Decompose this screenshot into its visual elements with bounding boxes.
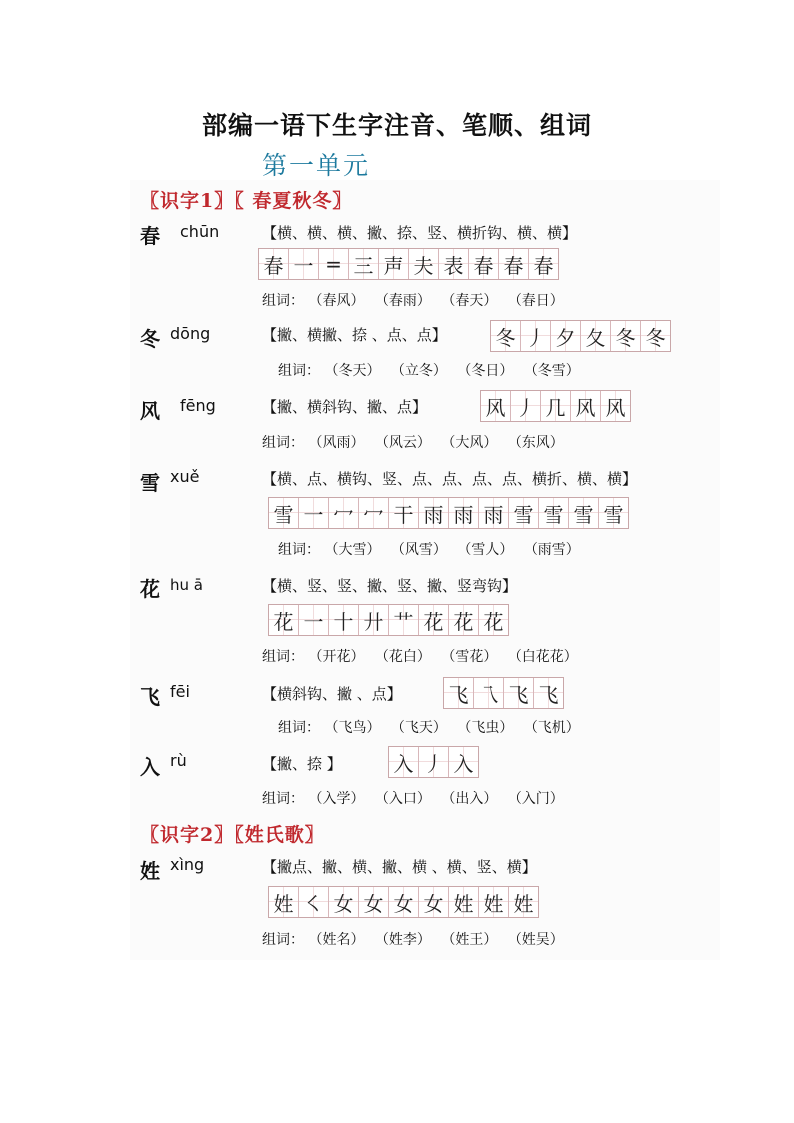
word: （风云）: [374, 435, 431, 451]
stroke-step: 女: [389, 887, 419, 917]
stroke-step: 丿: [521, 321, 551, 351]
stroke-step: 三: [349, 249, 379, 279]
unit-title: 第一单元: [262, 151, 371, 180]
word: （入学）: [308, 791, 365, 807]
stroke-step: 冖: [329, 498, 359, 528]
stroke-step: 女: [419, 887, 449, 917]
word: （东风）: [507, 435, 564, 451]
word: （春天）: [441, 293, 498, 309]
stroke-step: 女: [329, 887, 359, 917]
stroke-names: 【撇、捺 】: [262, 755, 342, 773]
stroke-order-grid: [268, 497, 629, 529]
char: 姓: [140, 859, 160, 883]
words-label: 组词：: [262, 791, 304, 807]
stroke-step: 夕: [551, 321, 581, 351]
word: （飞天）: [390, 720, 447, 736]
stroke-step: 夂: [581, 321, 611, 351]
word: （春风）: [308, 293, 365, 309]
stroke-order-grid: [388, 746, 479, 778]
stroke-names: 【横斜钩、撇 、点】: [262, 685, 402, 703]
word-list: [278, 539, 586, 559]
stroke-step: 夫: [409, 249, 439, 279]
words-label: 组词：: [262, 293, 304, 309]
stroke-step: 雨: [479, 498, 509, 528]
stroke-step: 冬: [491, 321, 521, 351]
word-list: [262, 788, 570, 808]
word: （雪人）: [457, 542, 514, 558]
stroke-step: 飞: [534, 678, 563, 708]
word-list: [262, 432, 570, 452]
stroke-names: 【撇点、撇、横、撇、横 、横、竖、横】: [262, 858, 537, 876]
stroke-step: 花: [449, 605, 479, 635]
char: 雪: [140, 471, 160, 495]
lesson-heading: 〖识字2〗〖姓氏歌〗: [140, 824, 325, 846]
stroke-step: 一: [299, 498, 329, 528]
pinyin: dōng: [170, 324, 211, 343]
word: （花白）: [374, 649, 431, 665]
pinyin: rù: [170, 751, 187, 770]
word-list: [262, 290, 570, 310]
word: （冬日）: [457, 363, 514, 379]
word: （雨雪）: [523, 542, 580, 558]
stroke-step: 风: [481, 391, 511, 421]
char: 入: [140, 755, 160, 779]
char: 冬: [140, 327, 160, 351]
stroke-step: 姓: [509, 887, 538, 917]
word: （风雨）: [308, 435, 365, 451]
page-title: 部编一语下生字注音、笔顺、组词: [201, 111, 592, 140]
stroke-names: 【横、竖、竖、撇、竖、撇、竖弯钩】: [262, 577, 518, 595]
char: 飞: [140, 685, 160, 709]
word-list: [262, 929, 570, 949]
pinyin: fēi: [170, 682, 190, 701]
words-label: 组词：: [278, 720, 320, 736]
char: 春: [140, 224, 160, 248]
stroke-order-grid: [480, 390, 631, 422]
word: （冬雪）: [523, 363, 580, 379]
pinyin: hu ā: [170, 576, 203, 594]
stroke-step: 春: [259, 249, 289, 279]
stroke-step: 廾: [359, 605, 389, 635]
word: （大风）: [441, 435, 498, 451]
stroke-step: 一: [299, 605, 329, 635]
stroke-step: 花: [479, 605, 508, 635]
word: （风雪）: [390, 542, 447, 558]
stroke-order-grid: [443, 677, 564, 709]
stroke-step: 表: [439, 249, 469, 279]
word: （飞机）: [523, 720, 580, 736]
stroke-step: 春: [529, 249, 558, 279]
stroke-step: 姓: [269, 887, 299, 917]
stroke-step: 乁: [474, 678, 504, 708]
words-label: 组词：: [278, 542, 320, 558]
stroke-names: 【横、点、横钩、竖、点、点、点、点、横折、横、横】: [262, 470, 638, 488]
stroke-step: 春: [499, 249, 529, 279]
word: （姓吴）: [507, 932, 564, 948]
stroke-step: 入: [389, 747, 419, 777]
word: （春日）: [507, 293, 564, 309]
char: 花: [140, 577, 160, 601]
stroke-step: 雨: [419, 498, 449, 528]
stroke-step: 丿: [419, 747, 449, 777]
word-list: [278, 717, 586, 737]
stroke-step: 几: [541, 391, 571, 421]
stroke-step: 一: [289, 249, 319, 279]
stroke-step: 姓: [449, 887, 479, 917]
word: （飞虫）: [457, 720, 514, 736]
pinyin: xuě: [170, 467, 200, 486]
stroke-step: 声: [379, 249, 409, 279]
stroke-step: 艹: [389, 605, 419, 635]
stroke-step: 飞: [444, 678, 474, 708]
stroke-names: 【横、横、横、撇、捺、竖、横折钩、横、横】: [262, 224, 578, 242]
word: （白花花）: [507, 649, 578, 665]
word: （大雪）: [324, 542, 381, 558]
word: （开花）: [308, 649, 365, 665]
char: 风: [140, 399, 160, 423]
stroke-step: 花: [419, 605, 449, 635]
pinyin: fēng: [180, 396, 216, 415]
word: （入口）: [374, 791, 431, 807]
stroke-order-grid: [258, 248, 559, 280]
stroke-names: 【撇、横撇、捺 、点、点】: [262, 326, 447, 344]
word: （雪花）: [441, 649, 498, 665]
stroke-step: 花: [269, 605, 299, 635]
stroke-step: 冖: [359, 498, 389, 528]
stroke-step: 雪: [539, 498, 569, 528]
word: （冬天）: [324, 363, 381, 379]
word: （姓王）: [441, 932, 498, 948]
stroke-step: 风: [601, 391, 630, 421]
word: （姓李）: [374, 932, 431, 948]
pinyin: xìng: [170, 855, 205, 874]
pinyin: chūn: [180, 222, 220, 241]
word: （飞鸟）: [324, 720, 381, 736]
stroke-names: 【撇、横斜钩、撇、点】: [262, 398, 428, 416]
words-label: 组词：: [262, 435, 304, 451]
stroke-step: 雪: [599, 498, 628, 528]
stroke-step: 风: [571, 391, 601, 421]
stroke-step: 春: [469, 249, 499, 279]
stroke-step: 飞: [504, 678, 534, 708]
stroke-step: 入: [449, 747, 478, 777]
words-label: 组词：: [278, 363, 320, 379]
word: （立冬）: [390, 363, 447, 379]
word: （入门）: [507, 791, 564, 807]
word-list: [262, 646, 584, 666]
words-label: 组词：: [262, 649, 304, 665]
stroke-step: 冬: [611, 321, 641, 351]
stroke-step: =: [319, 249, 349, 279]
stroke-step: 雪: [569, 498, 599, 528]
word: （姓名）: [308, 932, 365, 948]
stroke-step: 女: [359, 887, 389, 917]
stroke-step: 冬: [641, 321, 670, 351]
stroke-step: ㇛: [299, 887, 329, 917]
stroke-step: 雪: [269, 498, 299, 528]
stroke-order-grid: [268, 604, 509, 636]
lesson-heading: 〖识字1〗〖 春夏秋冬〗: [140, 190, 353, 212]
stroke-step: 十: [329, 605, 359, 635]
stroke-step: 姓: [479, 887, 509, 917]
stroke-order-grid: [490, 320, 671, 352]
word-list: [278, 360, 586, 380]
word: （出入）: [441, 791, 498, 807]
stroke-step: 雨: [449, 498, 479, 528]
stroke-step: 丿: [511, 391, 541, 421]
word: （春雨）: [374, 293, 431, 309]
stroke-step: 干: [389, 498, 419, 528]
stroke-order-grid: [268, 886, 539, 918]
words-label: 组词：: [262, 932, 304, 948]
stroke-step: 雪: [509, 498, 539, 528]
